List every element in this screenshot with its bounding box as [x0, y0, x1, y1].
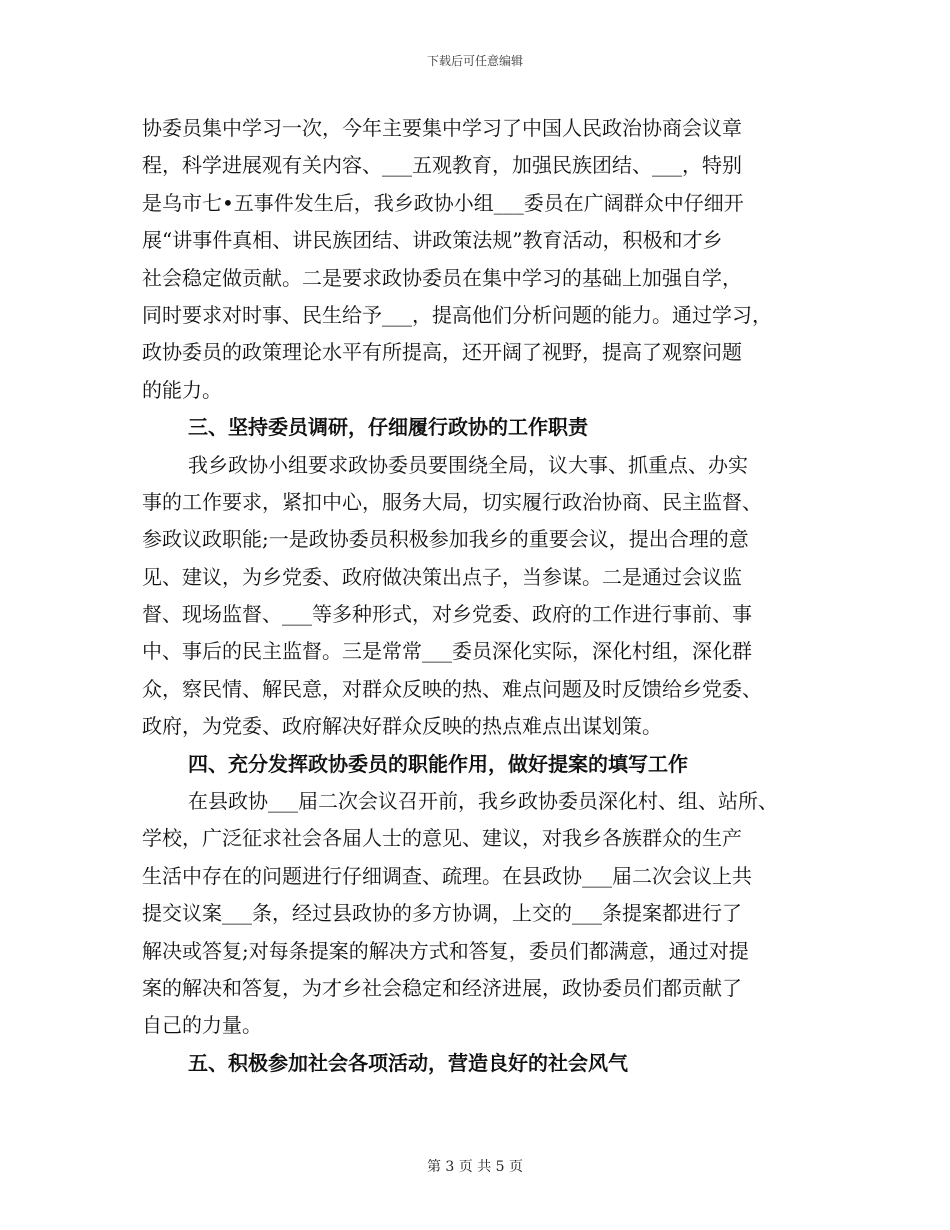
text-line: 是乌市七•五事件发生后，我乡政协小组___委员在广阔群众中仔细开	[142, 190, 744, 215]
text-line: 督、现场监督、___等多种形式，对乡党委、政府的工作进行事前、事	[142, 602, 752, 627]
text-line: 自己的力量。	[142, 1013, 262, 1038]
text-line: 见、建议，为乡党委、政府做决策出点子，当参谋。二是通过会议监	[142, 564, 742, 589]
text-line: 解决或答复;对每条提案的解决方式和答复，委员们都满意，通过对提	[142, 938, 749, 963]
text-line: 众，察民情、解民意，对群众反映的热、难点问题及时反馈给乡党委、	[142, 676, 762, 701]
text-line: 中、事后的民主监督。三是常常___委员深化实际，深化村组，深化群	[142, 639, 752, 664]
text-line: 同时要求对时事、民生给予___，提高他们分析问题的能力。通过学习，	[142, 302, 772, 327]
text-line: 的能力。	[142, 377, 222, 402]
section-heading: 四、充分发挥政协委员的职能作用，做好提案的填写工作	[188, 751, 688, 776]
text-line: 社会稳定做贡献。二是要求政协委员在集中学习的基础上加强自学，	[142, 265, 742, 290]
text-line: 提交议案___条，经过县政协的多方协调，上交的___条提案都进行了	[142, 901, 742, 926]
section-heading: 三、坚持委员调研，仔细履行政协的工作职责	[188, 415, 588, 440]
section-heading: 五、积极参加社会各项活动，营造良好的社会风气	[188, 1050, 628, 1075]
text-line: 事的工作要求，紧扣中心，服务大局，切实履行政治协商、民主监督、	[142, 489, 762, 514]
text-line: 案的解决和答复，为才乡社会稳定和经济进展，政协委员们都贡献了	[142, 975, 742, 1000]
text-line: 程，科学进展观有关内容、___五观教育，加强民族团结、___，特别	[142, 153, 742, 178]
page-header: 下载后可任意编辑	[426, 54, 523, 68]
text-line: 政府，为党委、政府解决好群众反映的热点难点出谋划策。	[142, 714, 662, 739]
text-line: 在县政协___届二次会议召开前，我乡政协委员深化村、组、站所、	[188, 789, 778, 814]
text-line: 政协委员的政策理论水平有所提高，还开阔了视野，提高了观察问题	[142, 340, 742, 365]
text-line: 学校，广泛征求社会各届人士的意见、建议，对我乡各族群众的生产	[142, 826, 742, 851]
text-line: 协委员集中学习一次，今年主要集中学习了中国人民政治协商会议章	[142, 116, 742, 140]
text-line: 展“讲事件真相、讲民族团结、讲政策法规”教育活动，积极和才乡	[142, 228, 723, 253]
text-line: 我乡政协小组要求政协委员要围绕全局，议大事、抓重点、办实	[188, 452, 748, 477]
page-number: 第 3 页 共 5 页	[426, 1159, 524, 1175]
document-body	[142, 110, 832, 1082]
text-line: 生活中存在的问题进行仔细调查、疏理。在县政协___届二次会议上共	[142, 863, 752, 888]
text-line: 参政议政职能;一是政协委员积极参加我乡的重要会议，提出合理的意	[142, 527, 749, 552]
